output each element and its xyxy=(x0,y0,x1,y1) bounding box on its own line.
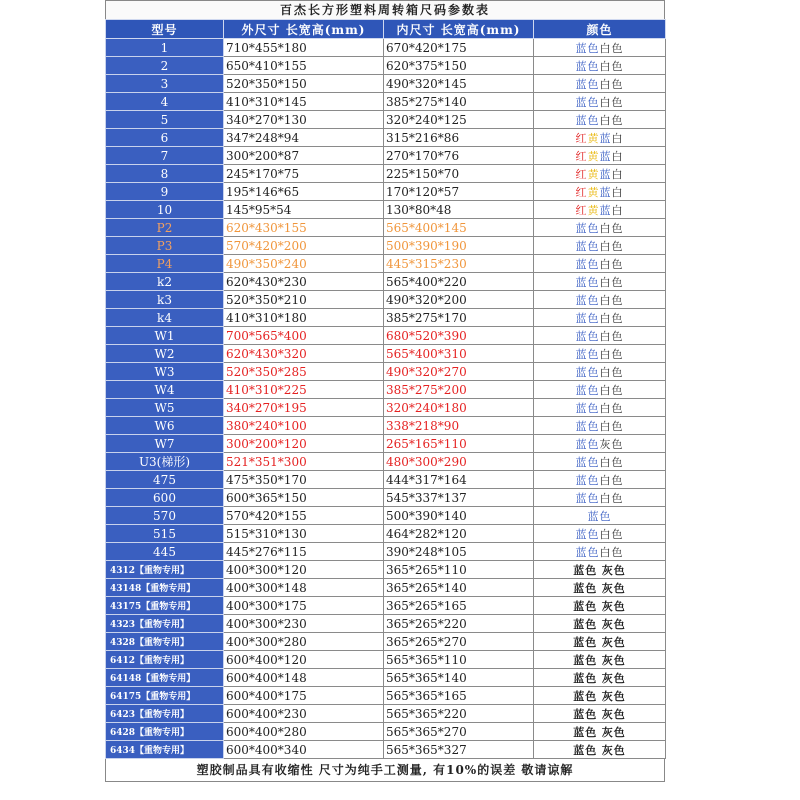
color-label: 蓝色 xyxy=(575,437,600,451)
table-row xyxy=(106,579,666,597)
cell-outer-size: 245*170*75 xyxy=(224,165,384,183)
table-row xyxy=(106,597,666,615)
cell-model: 2 xyxy=(106,57,224,75)
table-row xyxy=(106,345,666,363)
cell-outer-size: 400*300*230 xyxy=(224,615,384,633)
color-label: 灰色 xyxy=(601,653,626,667)
color-label: 白色 xyxy=(599,455,624,469)
cell-inner-size: 565*400*310 xyxy=(384,345,534,363)
color-label: 蓝色 xyxy=(573,707,598,721)
table-row xyxy=(106,237,666,255)
cell-color xyxy=(534,525,666,543)
table-row xyxy=(106,75,666,93)
cell-color xyxy=(534,597,666,615)
table-row xyxy=(106,201,666,219)
table-row xyxy=(106,543,666,561)
color-label: 蓝色 xyxy=(573,599,598,613)
cell-outer-size: 300*200*87 xyxy=(224,147,384,165)
cell-color xyxy=(534,363,666,381)
cell-color xyxy=(534,237,666,255)
cell-outer-size: 620*430*230 xyxy=(224,273,384,291)
color-label: 白色 xyxy=(599,383,624,397)
cell-inner-size: 365*265*165 xyxy=(384,597,534,615)
table-row xyxy=(106,705,666,723)
cell-inner-size: 620*375*150 xyxy=(384,57,534,75)
color-label: 蓝色 xyxy=(575,221,600,235)
size-table xyxy=(105,19,666,759)
cell-model: 6423【重物专用】 xyxy=(106,705,224,723)
cell-model: 7 xyxy=(106,147,224,165)
cell-outer-size: 600*400*148 xyxy=(224,669,384,687)
color-label: 蓝色 xyxy=(575,77,600,91)
color-label: 白 xyxy=(611,131,624,145)
color-label: 灰色 xyxy=(601,599,626,613)
cell-inner-size: 670*420*175 xyxy=(384,39,534,57)
table-row xyxy=(106,57,666,75)
color-label: 蓝色 xyxy=(575,473,600,487)
cell-color xyxy=(534,615,666,633)
cell-inner-size: 480*300*290 xyxy=(384,453,534,471)
cell-color xyxy=(534,129,666,147)
cell-color xyxy=(534,219,666,237)
cell-inner-size: 270*170*76 xyxy=(384,147,534,165)
cell-color xyxy=(534,651,666,669)
cell-outer-size: 145*95*54 xyxy=(224,201,384,219)
cell-color xyxy=(534,381,666,399)
cell-color xyxy=(534,561,666,579)
table-row xyxy=(106,525,666,543)
table-row xyxy=(106,129,666,147)
cell-model: 3 xyxy=(106,75,224,93)
color-label: 黄 xyxy=(587,203,600,217)
cell-model: 4328【重物专用】 xyxy=(106,633,224,651)
color-label: 白色 xyxy=(599,311,624,325)
cell-outer-size: 520*350*210 xyxy=(224,291,384,309)
cell-color xyxy=(534,669,666,687)
color-label: 灰色 xyxy=(601,707,626,721)
cell-model: 515 xyxy=(106,525,224,543)
cell-color xyxy=(534,183,666,201)
color-label: 蓝色 xyxy=(575,257,600,271)
table-row xyxy=(106,471,666,489)
table-row xyxy=(106,183,666,201)
cell-inner-size: 500*390*190 xyxy=(384,237,534,255)
cell-outer-size: 300*200*120 xyxy=(224,435,384,453)
cell-color xyxy=(534,399,666,417)
color-label: 黄 xyxy=(587,185,600,199)
cell-model: 570 xyxy=(106,507,224,525)
cell-inner-size: 170*120*57 xyxy=(384,183,534,201)
cell-inner-size: 464*282*120 xyxy=(384,525,534,543)
header-inner-size: 内尺寸 长宽高(mm) xyxy=(384,20,534,39)
table-row xyxy=(106,561,666,579)
cell-outer-size: 521*351*300 xyxy=(224,453,384,471)
cell-inner-size: 565*365*165 xyxy=(384,687,534,705)
color-label: 蓝色 xyxy=(573,725,598,739)
color-label: 蓝 xyxy=(599,149,612,163)
cell-inner-size: 265*165*110 xyxy=(384,435,534,453)
color-label: 蓝色 xyxy=(575,365,600,379)
color-label: 白色 xyxy=(599,401,624,415)
table-row xyxy=(106,165,666,183)
cell-outer-size: 410*310*225 xyxy=(224,381,384,399)
cell-model: P2 xyxy=(106,219,224,237)
table-row xyxy=(106,687,666,705)
color-label: 蓝色 xyxy=(575,41,600,55)
cell-inner-size: 385*275*200 xyxy=(384,381,534,399)
color-label: 蓝色 xyxy=(575,239,600,253)
color-label: 白色 xyxy=(599,491,624,505)
cell-inner-size: 445*315*230 xyxy=(384,255,534,273)
cell-model: P4 xyxy=(106,255,224,273)
table-row xyxy=(106,435,666,453)
cell-inner-size: 490*320*200 xyxy=(384,291,534,309)
cell-outer-size: 600*400*230 xyxy=(224,705,384,723)
cell-color xyxy=(534,201,666,219)
table-row xyxy=(106,453,666,471)
color-label: 白色 xyxy=(599,293,624,307)
table-title: 百杰长方形塑料周转箱尺码参数表 xyxy=(105,0,665,19)
cell-model: 4323【重物专用】 xyxy=(106,615,224,633)
cell-outer-size: 445*276*115 xyxy=(224,543,384,561)
cell-color xyxy=(534,453,666,471)
table-row xyxy=(106,309,666,327)
cell-inner-size: 365*265*140 xyxy=(384,579,534,597)
table-row xyxy=(106,147,666,165)
cell-inner-size: 565*400*145 xyxy=(384,219,534,237)
cell-model: 6434【重物专用】 xyxy=(106,741,224,759)
table-row xyxy=(106,489,666,507)
color-label: 白色 xyxy=(599,95,624,109)
color-label: 蓝色 xyxy=(575,329,600,343)
color-label: 蓝色 xyxy=(575,455,600,469)
color-label: 白色 xyxy=(599,41,624,55)
table-row xyxy=(106,111,666,129)
cell-model: 10 xyxy=(106,201,224,219)
color-label: 白色 xyxy=(599,275,624,289)
cell-model: 4312【重物专用】 xyxy=(106,561,224,579)
cell-color xyxy=(534,543,666,561)
cell-inner-size: 490*320*270 xyxy=(384,363,534,381)
cell-model: k3 xyxy=(106,291,224,309)
cell-color xyxy=(534,75,666,93)
color-label: 蓝色 xyxy=(575,275,600,289)
cell-model: 6428【重物专用】 xyxy=(106,723,224,741)
color-label: 白色 xyxy=(599,239,624,253)
cell-outer-size: 600*400*340 xyxy=(224,741,384,759)
cell-outer-size: 650*410*155 xyxy=(224,57,384,75)
cell-model: k4 xyxy=(106,309,224,327)
color-label: 白色 xyxy=(599,113,624,127)
color-label: 白 xyxy=(611,203,624,217)
cell-outer-size: 347*248*94 xyxy=(224,129,384,147)
color-label: 红 xyxy=(575,185,588,199)
color-label: 蓝色 xyxy=(575,419,600,433)
cell-model: W6 xyxy=(106,417,224,435)
color-label: 灰色 xyxy=(601,617,626,631)
color-label: 白色 xyxy=(599,419,624,433)
cell-color xyxy=(534,147,666,165)
cell-outer-size: 410*310*145 xyxy=(224,93,384,111)
table-row xyxy=(106,615,666,633)
color-label: 灰色 xyxy=(601,725,626,739)
cell-inner-size: 365*265*270 xyxy=(384,633,534,651)
color-label: 灰色 xyxy=(601,635,626,649)
color-label: 白色 xyxy=(599,59,624,73)
color-label: 白色 xyxy=(599,329,624,343)
cell-model: P3 xyxy=(106,237,224,255)
color-label: 蓝色 xyxy=(575,311,600,325)
cell-inner-size: 565*365*327 xyxy=(384,741,534,759)
cell-outer-size: 340*270*195 xyxy=(224,399,384,417)
cell-model: 5 xyxy=(106,111,224,129)
color-label: 蓝色 xyxy=(575,95,600,109)
cell-model: 4 xyxy=(106,93,224,111)
table-row xyxy=(106,93,666,111)
cell-outer-size: 570*420*200 xyxy=(224,237,384,255)
color-label: 蓝色 xyxy=(573,743,598,757)
cell-outer-size: 515*310*130 xyxy=(224,525,384,543)
cell-color xyxy=(534,309,666,327)
cell-inner-size: 385*275*140 xyxy=(384,93,534,111)
color-label: 灰色 xyxy=(601,743,626,757)
cell-outer-size: 520*350*150 xyxy=(224,75,384,93)
cell-outer-size: 380*240*100 xyxy=(224,417,384,435)
cell-outer-size: 195*146*65 xyxy=(224,183,384,201)
color-label: 蓝色 xyxy=(575,401,600,415)
cell-model: W5 xyxy=(106,399,224,417)
color-label: 蓝色 xyxy=(573,617,598,631)
cell-model: 475 xyxy=(106,471,224,489)
cell-inner-size: 490*320*145 xyxy=(384,75,534,93)
header-color: 颜色 xyxy=(534,20,666,39)
cell-inner-size: 315*216*86 xyxy=(384,129,534,147)
table-row xyxy=(106,273,666,291)
color-label: 灰色 xyxy=(601,581,626,595)
cell-outer-size: 475*350*170 xyxy=(224,471,384,489)
cell-inner-size: 320*240*180 xyxy=(384,399,534,417)
color-label: 蓝色 xyxy=(575,113,600,127)
cell-color xyxy=(534,57,666,75)
cell-outer-size: 490*350*240 xyxy=(224,255,384,273)
cell-outer-size: 570*420*155 xyxy=(224,507,384,525)
cell-model: 43175【重物专用】 xyxy=(106,597,224,615)
color-label: 白色 xyxy=(599,257,624,271)
cell-inner-size: 365*265*220 xyxy=(384,615,534,633)
color-label: 蓝色 xyxy=(575,491,600,505)
cell-inner-size: 565*365*110 xyxy=(384,651,534,669)
cell-color xyxy=(534,741,666,759)
cell-model: k2 xyxy=(106,273,224,291)
cell-color xyxy=(534,507,666,525)
cell-model: W4 xyxy=(106,381,224,399)
cell-inner-size: 130*80*48 xyxy=(384,201,534,219)
color-label: 蓝色 xyxy=(573,671,598,685)
table-row xyxy=(106,39,666,57)
color-label: 蓝 xyxy=(599,131,612,145)
color-label: 蓝色 xyxy=(587,509,612,523)
table-row xyxy=(106,219,666,237)
color-label: 蓝色 xyxy=(573,689,598,703)
cell-inner-size: 565*365*140 xyxy=(384,669,534,687)
table-row xyxy=(106,291,666,309)
color-label: 蓝 xyxy=(599,203,612,217)
footer-note: 塑胶制品具有收缩性 尺寸为纯手工测量, 有10%的误差 敬请谅解 xyxy=(105,759,665,782)
cell-outer-size: 620*430*155 xyxy=(224,219,384,237)
color-label: 蓝色 xyxy=(575,383,600,397)
cell-model: 43148【重物专用】 xyxy=(106,579,224,597)
color-label: 蓝色 xyxy=(575,545,600,559)
color-label: 蓝色 xyxy=(575,347,600,361)
color-label: 白色 xyxy=(599,77,624,91)
cell-outer-size: 410*310*180 xyxy=(224,309,384,327)
cell-color xyxy=(534,435,666,453)
cell-color xyxy=(534,471,666,489)
cell-color xyxy=(534,93,666,111)
color-label: 蓝 xyxy=(599,167,612,181)
table-row xyxy=(106,507,666,525)
color-label: 灰色 xyxy=(601,689,626,703)
color-label: 灰色 xyxy=(601,563,626,577)
cell-outer-size: 600*365*150 xyxy=(224,489,384,507)
color-label: 白色 xyxy=(599,221,624,235)
table-row xyxy=(106,633,666,651)
cell-model: 6412【重物专用】 xyxy=(106,651,224,669)
cell-inner-size: 225*150*70 xyxy=(384,165,534,183)
cell-color xyxy=(534,273,666,291)
table-body xyxy=(106,39,666,759)
cell-color xyxy=(534,111,666,129)
cell-outer-size: 400*300*175 xyxy=(224,597,384,615)
color-label: 蓝色 xyxy=(575,59,600,73)
color-label: 蓝色 xyxy=(575,293,600,307)
table-row xyxy=(106,327,666,345)
cell-color xyxy=(534,327,666,345)
cell-outer-size: 600*400*175 xyxy=(224,687,384,705)
cell-outer-size: 700*565*400 xyxy=(224,327,384,345)
cell-color xyxy=(534,633,666,651)
header-outer-size: 外尺寸 长宽高(mm) xyxy=(224,20,384,39)
table-row xyxy=(106,651,666,669)
table-row xyxy=(106,741,666,759)
cell-model: 1 xyxy=(106,39,224,57)
cell-outer-size: 620*430*320 xyxy=(224,345,384,363)
cell-model: W2 xyxy=(106,345,224,363)
cell-inner-size: 565*365*270 xyxy=(384,723,534,741)
cell-model: U3(梯形) xyxy=(106,453,224,471)
color-label: 白色 xyxy=(599,347,624,361)
cell-model: W3 xyxy=(106,363,224,381)
color-label: 红 xyxy=(575,131,588,145)
cell-color xyxy=(534,291,666,309)
cell-inner-size: 385*275*170 xyxy=(384,309,534,327)
color-label: 白色 xyxy=(599,473,624,487)
cell-inner-size: 500*390*140 xyxy=(384,507,534,525)
cell-model: W7 xyxy=(106,435,224,453)
header-row xyxy=(106,20,666,39)
cell-model: W1 xyxy=(106,327,224,345)
cell-color xyxy=(534,687,666,705)
table-row xyxy=(106,255,666,273)
table-row xyxy=(106,417,666,435)
color-label: 白色 xyxy=(599,545,624,559)
cell-model: 600 xyxy=(106,489,224,507)
color-label: 白色 xyxy=(599,365,624,379)
color-label: 灰色 xyxy=(601,671,626,685)
cell-outer-size: 340*270*130 xyxy=(224,111,384,129)
cell-outer-size: 400*300*280 xyxy=(224,633,384,651)
cell-model: 8 xyxy=(106,165,224,183)
header-model: 型号 xyxy=(106,20,224,39)
table-row xyxy=(106,381,666,399)
cell-model: 9 xyxy=(106,183,224,201)
color-label: 红 xyxy=(575,203,588,217)
cell-inner-size: 680*520*390 xyxy=(384,327,534,345)
color-label: 灰色 xyxy=(599,437,624,451)
cell-color xyxy=(534,705,666,723)
cell-inner-size: 444*317*164 xyxy=(384,471,534,489)
cell-color xyxy=(534,579,666,597)
color-label: 白色 xyxy=(599,527,624,541)
cell-color xyxy=(534,255,666,273)
color-label: 黄 xyxy=(587,167,600,181)
cell-outer-size: 600*400*120 xyxy=(224,651,384,669)
color-label: 红 xyxy=(575,149,588,163)
color-label: 白 xyxy=(611,185,624,199)
color-label: 蓝色 xyxy=(573,635,598,649)
cell-outer-size: 520*350*285 xyxy=(224,363,384,381)
cell-inner-size: 545*337*137 xyxy=(384,489,534,507)
cell-outer-size: 710*455*180 xyxy=(224,39,384,57)
color-label: 蓝色 xyxy=(573,653,598,667)
color-label: 白 xyxy=(611,167,624,181)
cell-outer-size: 400*300*120 xyxy=(224,561,384,579)
cell-model: 64175【重物专用】 xyxy=(106,687,224,705)
cell-color xyxy=(534,489,666,507)
cell-inner-size: 365*265*110 xyxy=(384,561,534,579)
cell-inner-size: 338*218*90 xyxy=(384,417,534,435)
cell-color xyxy=(534,723,666,741)
cell-color xyxy=(534,345,666,363)
color-label: 蓝色 xyxy=(573,581,598,595)
color-label: 黄 xyxy=(587,149,600,163)
cell-inner-size: 565*400*220 xyxy=(384,273,534,291)
table-row xyxy=(106,723,666,741)
cell-model: 64148【重物专用】 xyxy=(106,669,224,687)
color-label: 红 xyxy=(575,167,588,181)
color-label: 蓝色 xyxy=(575,527,600,541)
color-label: 白 xyxy=(611,149,624,163)
cell-color xyxy=(534,39,666,57)
cell-inner-size: 320*240*125 xyxy=(384,111,534,129)
table-row xyxy=(106,669,666,687)
color-label: 蓝色 xyxy=(573,563,598,577)
table-row xyxy=(106,399,666,417)
color-label: 蓝 xyxy=(599,185,612,199)
table-row xyxy=(106,363,666,381)
cell-outer-size: 600*400*280 xyxy=(224,723,384,741)
cell-color xyxy=(534,417,666,435)
cell-outer-size: 400*300*148 xyxy=(224,579,384,597)
cell-color xyxy=(534,165,666,183)
spec-sheet xyxy=(105,0,665,800)
cell-inner-size: 390*248*105 xyxy=(384,543,534,561)
cell-inner-size: 565*365*220 xyxy=(384,705,534,723)
color-label: 黄 xyxy=(587,131,600,145)
cell-model: 6 xyxy=(106,129,224,147)
cell-model: 445 xyxy=(106,543,224,561)
